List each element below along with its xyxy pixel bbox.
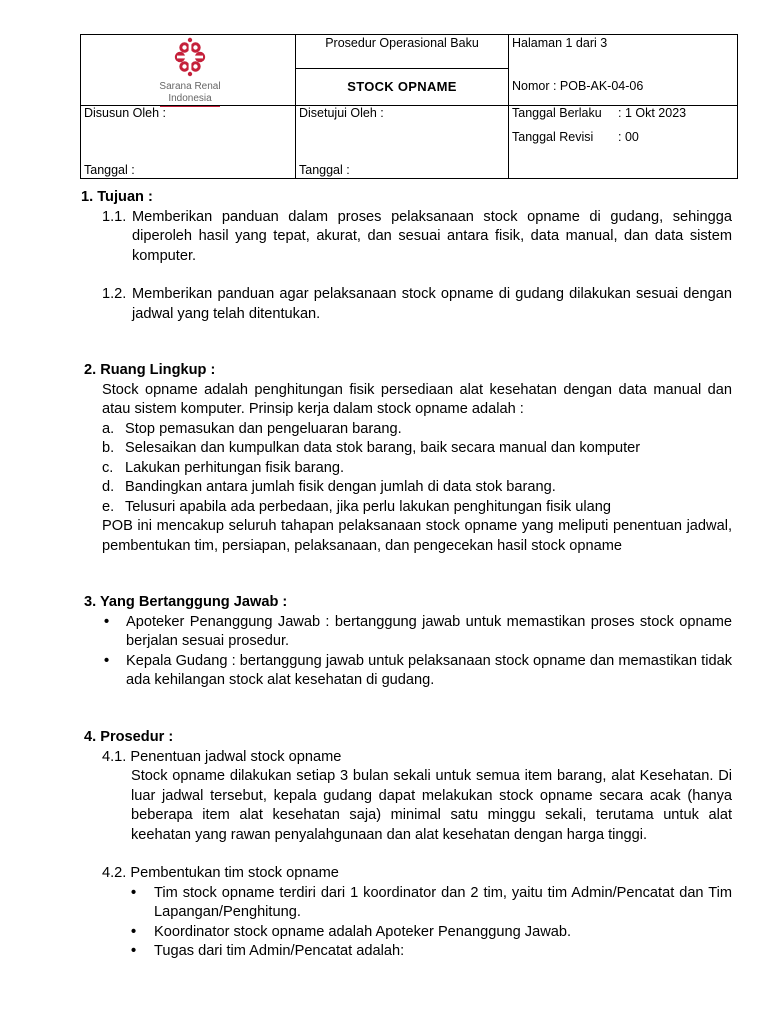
- list-item: [84, 478, 732, 498]
- item-text: Stop pemasukan dan pengeluaran barang.: [125, 420, 402, 437]
- item-letter: a.: [102, 420, 115, 437]
- effective-date-value: : 1 Okt 2023: [618, 106, 687, 120]
- approved-date-label: Tanggal :: [299, 163, 350, 177]
- revision-value: : 00: [618, 130, 639, 144]
- item-text: Tugas dari tim Admin/Pencatat adalah:: [154, 943, 405, 959]
- subsection-title: 4.2. Pembentukan tim stock opname: [102, 865, 339, 881]
- doc-info-cell: [509, 35, 738, 106]
- logo-text-line1: Sarana Renal: [159, 81, 221, 92]
- list-item: [84, 439, 732, 459]
- header-table: [80, 34, 738, 179]
- prepared-by-label: Disusun Oleh :: [84, 106, 166, 120]
- logo-cell: [81, 35, 296, 106]
- section-tujuan: [81, 188, 732, 324]
- list-item: [84, 942, 732, 962]
- section-title: 3. Yang Bertanggung Jawab :: [84, 594, 288, 610]
- section-penanggung-jawab: [84, 593, 732, 691]
- bullet-icon: •: [104, 613, 110, 630]
- item-text: Memberikan panduan dalam proses pelaksanaan stock opname di gudang, sehingga diperoleh hasil yang tepat, akurat, dan sesuai antara fisik, data manual, dan data sistem komputer.: [132, 208, 732, 264]
- section-ruang-lingkup: [84, 361, 732, 556]
- item-letter: d.: [102, 479, 115, 495]
- section-intro: Stock opname adalah penghitungan fisik persediaan alat kesehatan dengan data manual dan atau sistem komputer. Prinsip kerja dalam stock opname adalah :: [102, 381, 732, 417]
- item-number: 1.1.: [102, 208, 127, 225]
- bullet-icon: •: [131, 884, 137, 901]
- item-text: Apoteker Penanggung Jawab : bertanggung jawab untuk memastikan proses stock opname berjalan sesuai prosedur.: [126, 613, 732, 649]
- bullet-icon: •: [104, 652, 110, 669]
- page-number: Halaman 1 dari 3: [512, 36, 608, 50]
- prepared-by-cell: [81, 106, 296, 179]
- bullet-icon: •: [131, 923, 137, 940]
- logo-text-line2: Indonesia: [168, 93, 212, 104]
- list-item: [84, 884, 732, 923]
- section-outro: POB ini mencakup seluruh tahapan pelaksanaan stock opname yang meliputi penentuan jadwal, pembentukan tim, persiapan, pelaksanaan, dan pengecekan hasil stock opname: [102, 518, 732, 554]
- section-title: 2. Ruang Lingkup :: [84, 362, 216, 378]
- item-text: Telusuri apabila ada perbedaan, jika perlu lakukan penghitungan fisik ulang: [125, 498, 611, 515]
- item-text: Koordinator stock opname adalah Apoteker Penanggung Jawab.: [154, 923, 572, 940]
- effective-date: [512, 106, 734, 120]
- section-prosedur: [84, 728, 732, 962]
- subsection-text: Stock opname dilakukan setiap 3 bulan sekali untuk semua item barang, alat Kesehatan. Di luar jadwal tersebut, kepala gudang dapat melakukan stock opname secara acak (hanya beberapa item alat kesehatan saja) minimal satu minggu sekali, terutama untuk alat keehatan yang rawan penyalahgunaan dan alat kesehatan dengan harga tinggi.: [131, 768, 732, 843]
- subsection-title: 4.1. Penentuan jadwal stock opname: [102, 748, 342, 765]
- effective-date-label: Tanggal Berlaku: [512, 106, 602, 120]
- bullet-icon: •: [131, 943, 137, 959]
- item-text: Memberikan panduan agar pelaksanaan stock opname di gudang dilakukan sesuai dengan jadwal yang telah ditentukan.: [132, 286, 732, 322]
- item-text: Kepala Gudang : bertanggung jawab untuk pelaksanaan stock opname dan memastikan tidak ada kehilangan stock alat kesehatan di gudang.: [126, 652, 732, 688]
- item-text: Lakukan perhitungan fisik barang.: [125, 459, 345, 476]
- item-text: Bandingkan antara jumlah fisik dengan jumlah di data stok barang.: [125, 479, 556, 495]
- company-logo: [145, 37, 235, 107]
- list-item: [84, 613, 732, 652]
- item-text: Tim stock opname terdiri dari 1 koordinator dan 2 tim, yaitu tim Admin/Pencatat dan Tim Lapangan/Penghitung.: [154, 884, 732, 920]
- list-item: [84, 498, 732, 518]
- logo-cross-icon: [172, 37, 208, 77]
- list-item: [84, 652, 732, 691]
- approved-by-label: Disetujui Oleh :: [299, 106, 384, 120]
- list-item: [84, 923, 732, 943]
- approved-by-cell: [296, 106, 509, 179]
- item-letter: b.: [102, 440, 115, 456]
- item-letter: c.: [102, 459, 114, 476]
- doc-number: Nomor : POB-AK-04-06: [512, 79, 644, 93]
- item-text: Selesaikan dan kumpulkan data stok barang, baik secara manual dan komputer: [125, 440, 641, 456]
- doc-title: STOCK OPNAME: [347, 79, 457, 94]
- section-title: 4. Prosedur :: [84, 729, 174, 745]
- list-item: [84, 285, 732, 324]
- title-cell: [296, 35, 509, 106]
- revision-date: [512, 130, 734, 144]
- list-item: [84, 420, 732, 440]
- prepared-date-label: Tanggal :: [84, 163, 135, 177]
- section-title: 1. Tujuan :: [81, 189, 153, 205]
- doc-type: Prosedur Operasional Baku: [296, 35, 508, 69]
- item-number: 1.2.: [102, 286, 127, 302]
- list-item: [84, 208, 732, 267]
- dates-cell: [509, 106, 738, 179]
- list-item: [84, 459, 732, 479]
- revision-label: Tanggal Revisi: [512, 130, 594, 144]
- item-letter: e.: [102, 498, 115, 515]
